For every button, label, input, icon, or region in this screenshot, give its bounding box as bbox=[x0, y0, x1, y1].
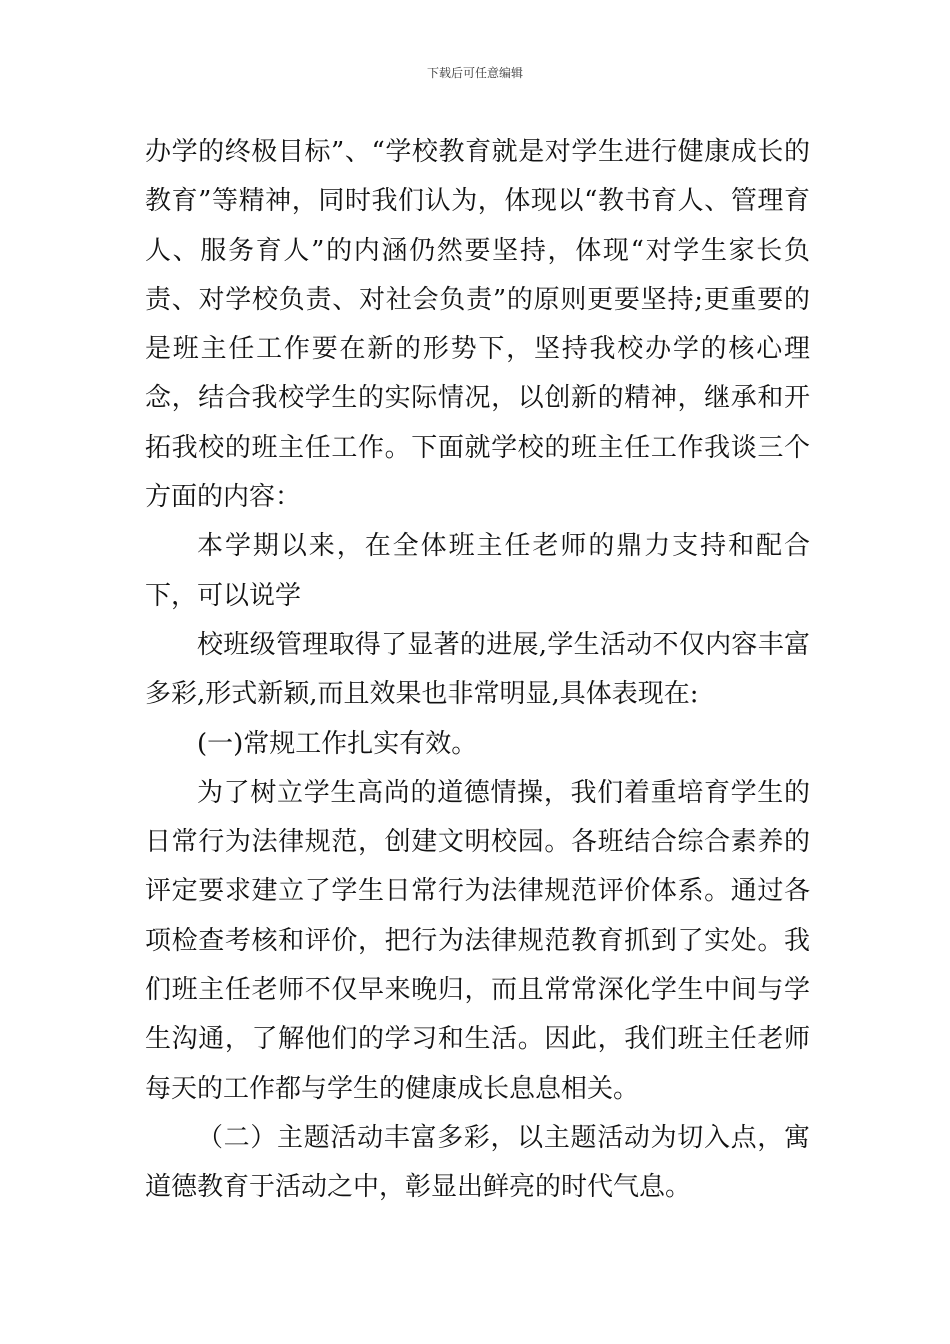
paragraph-4: 为了树立学生高尚的道德情操，我们着重培育学生的日常行为法律规范，创建文明校园。各班结合综合素养的评定要求建立了学生日常行为法律规范评价体系。通过各项检查考核和评价，把行为法律规范教育抓到了实处。我们班主任老师不仅早来晚归，而且常常深化学生中间与学生沟通，了解他们的学习和生活。因此，我们班主任老师每天的工作都与学生的健康成长息息相关。 bbox=[145, 777, 810, 1104]
document-body bbox=[145, 128, 810, 1213]
page-header: 下载后可任意编辑 bbox=[426, 66, 523, 80]
section-heading-2: （二）主题活动丰富多彩，以主题活动为切入点，寓道德教育于活动之中，彰显出鲜亮的时代气息。 bbox=[145, 1122, 810, 1203]
paragraph-2: 本学期以来，在全体班主任老师的鼎力支持和配合下，可以说学 bbox=[145, 531, 810, 611]
section-heading-1: (一)常规工作扎实有效。 bbox=[197, 728, 478, 759]
paragraph-3: 校班级管理取得了显著的进展,学生活动不仅内容丰富多彩,形式新颖,而且效果也非常明显,具体表现在: bbox=[145, 629, 810, 710]
paragraph-1: 办学的终极目标”、“学校教育就是对学生进行健康成长的教育”等精神，同时我们认为，体现以“教书育人、管理育人、服务育人”的内涵仍然要坚持，体现“对学生家长负责、对学校负责、对社会负责”的原则更要坚持;更重要的是班主任工作要在新的形势下，坚持我校办学的核心理念，结合我校学生的实际情况，以创新的精神，继承和开拓我校的班主任工作。下面就学校的班主任工作我谈三个方面的内容： bbox=[145, 137, 810, 513]
